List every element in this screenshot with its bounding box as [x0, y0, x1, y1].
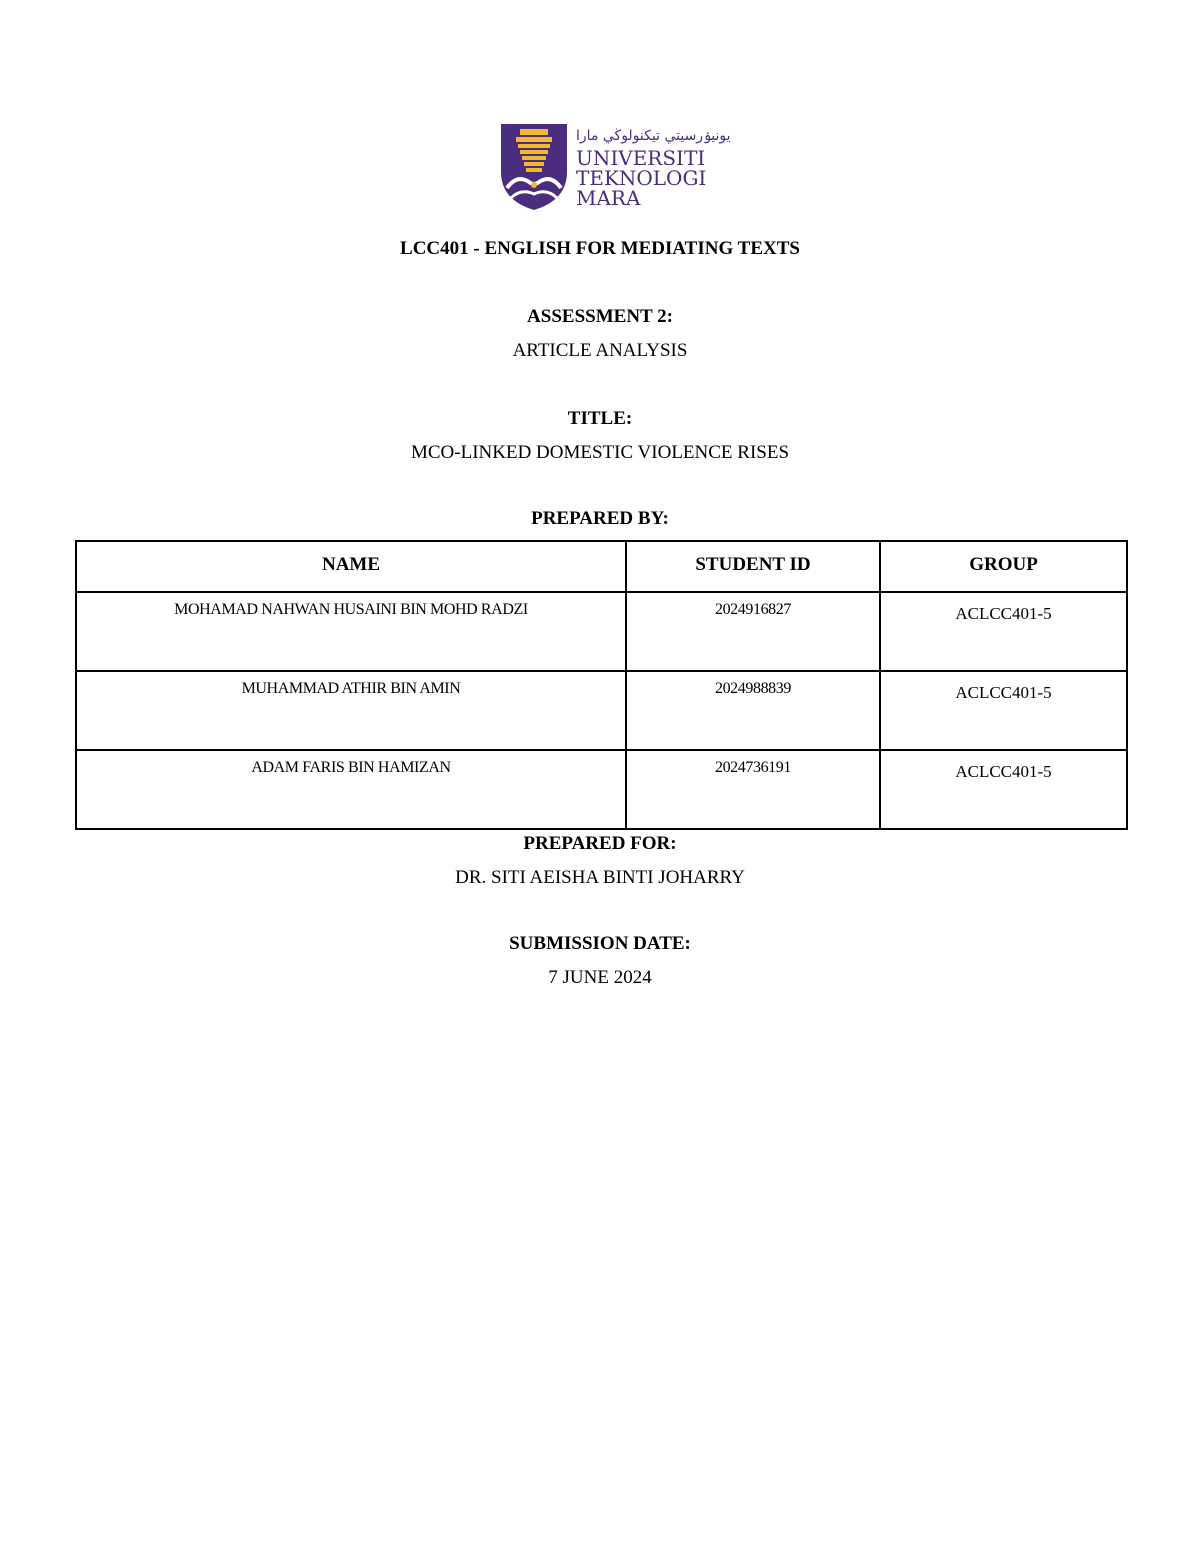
submission-date-value: 7 JUNE 2024 — [548, 967, 652, 988]
table-row — [76, 750, 1127, 829]
assessment-label: ASSESSMENT 2: — [527, 306, 673, 327]
table-row — [76, 671, 1127, 750]
member-group: ACLCC401-5 — [880, 671, 1127, 750]
member-name: MOHAMAD NAHWAN HUSAINI BIN MOHD RADZI — [76, 592, 626, 671]
member-group: ACLCC401-5 — [880, 592, 1127, 671]
logo-name-line-2: TEKNOLOGI — [576, 166, 707, 190]
member-student-id: 2024736191 — [626, 750, 880, 829]
table-header-row — [76, 541, 1127, 592]
header-name: NAME — [76, 541, 626, 592]
prepared-by-label: PREPARED BY: — [531, 508, 669, 529]
title-label: TITLE: — [567, 408, 633, 429]
header-group: GROUP — [880, 541, 1127, 592]
prepared-for-label: PREPARED FOR: — [523, 833, 677, 854]
logo-jawi-text: يونيۏرسيتي تيكنولوڬي مارا — [576, 128, 731, 144]
logo-name-line-1: UNIVERSITI — [576, 146, 706, 170]
logo-name-line-3: MARA — [576, 186, 641, 210]
table-row — [76, 592, 1127, 671]
member-name: ADAM FARIS BIN HAMIZAN — [76, 750, 626, 829]
member-name: MUHAMMAD ATHIR BIN AMIN — [76, 671, 626, 750]
assessment-value: ARTICLE ANALYSIS — [512, 340, 688, 361]
member-group: ACLCC401-5 — [880, 750, 1127, 829]
prepared-for-value: DR. SITI AEISHA BINTI JOHARRY — [455, 867, 745, 888]
header-student-id: STUDENT ID — [626, 541, 880, 592]
member-student-id: 2024988839 — [626, 671, 880, 750]
members-table — [75, 540, 1128, 830]
submission-date-label: SUBMISSION DATE: — [509, 933, 691, 954]
member-student-id: 2024916827 — [626, 592, 880, 671]
uitm-crest-icon — [499, 122, 731, 212]
title-value: MCO-LINKED DOMESTIC VIOLENCE RISES — [410, 442, 790, 463]
university-logo — [499, 122, 731, 212]
course-title: LCC401 - ENGLISH FOR MEDIATING TEXTS — [400, 238, 800, 259]
